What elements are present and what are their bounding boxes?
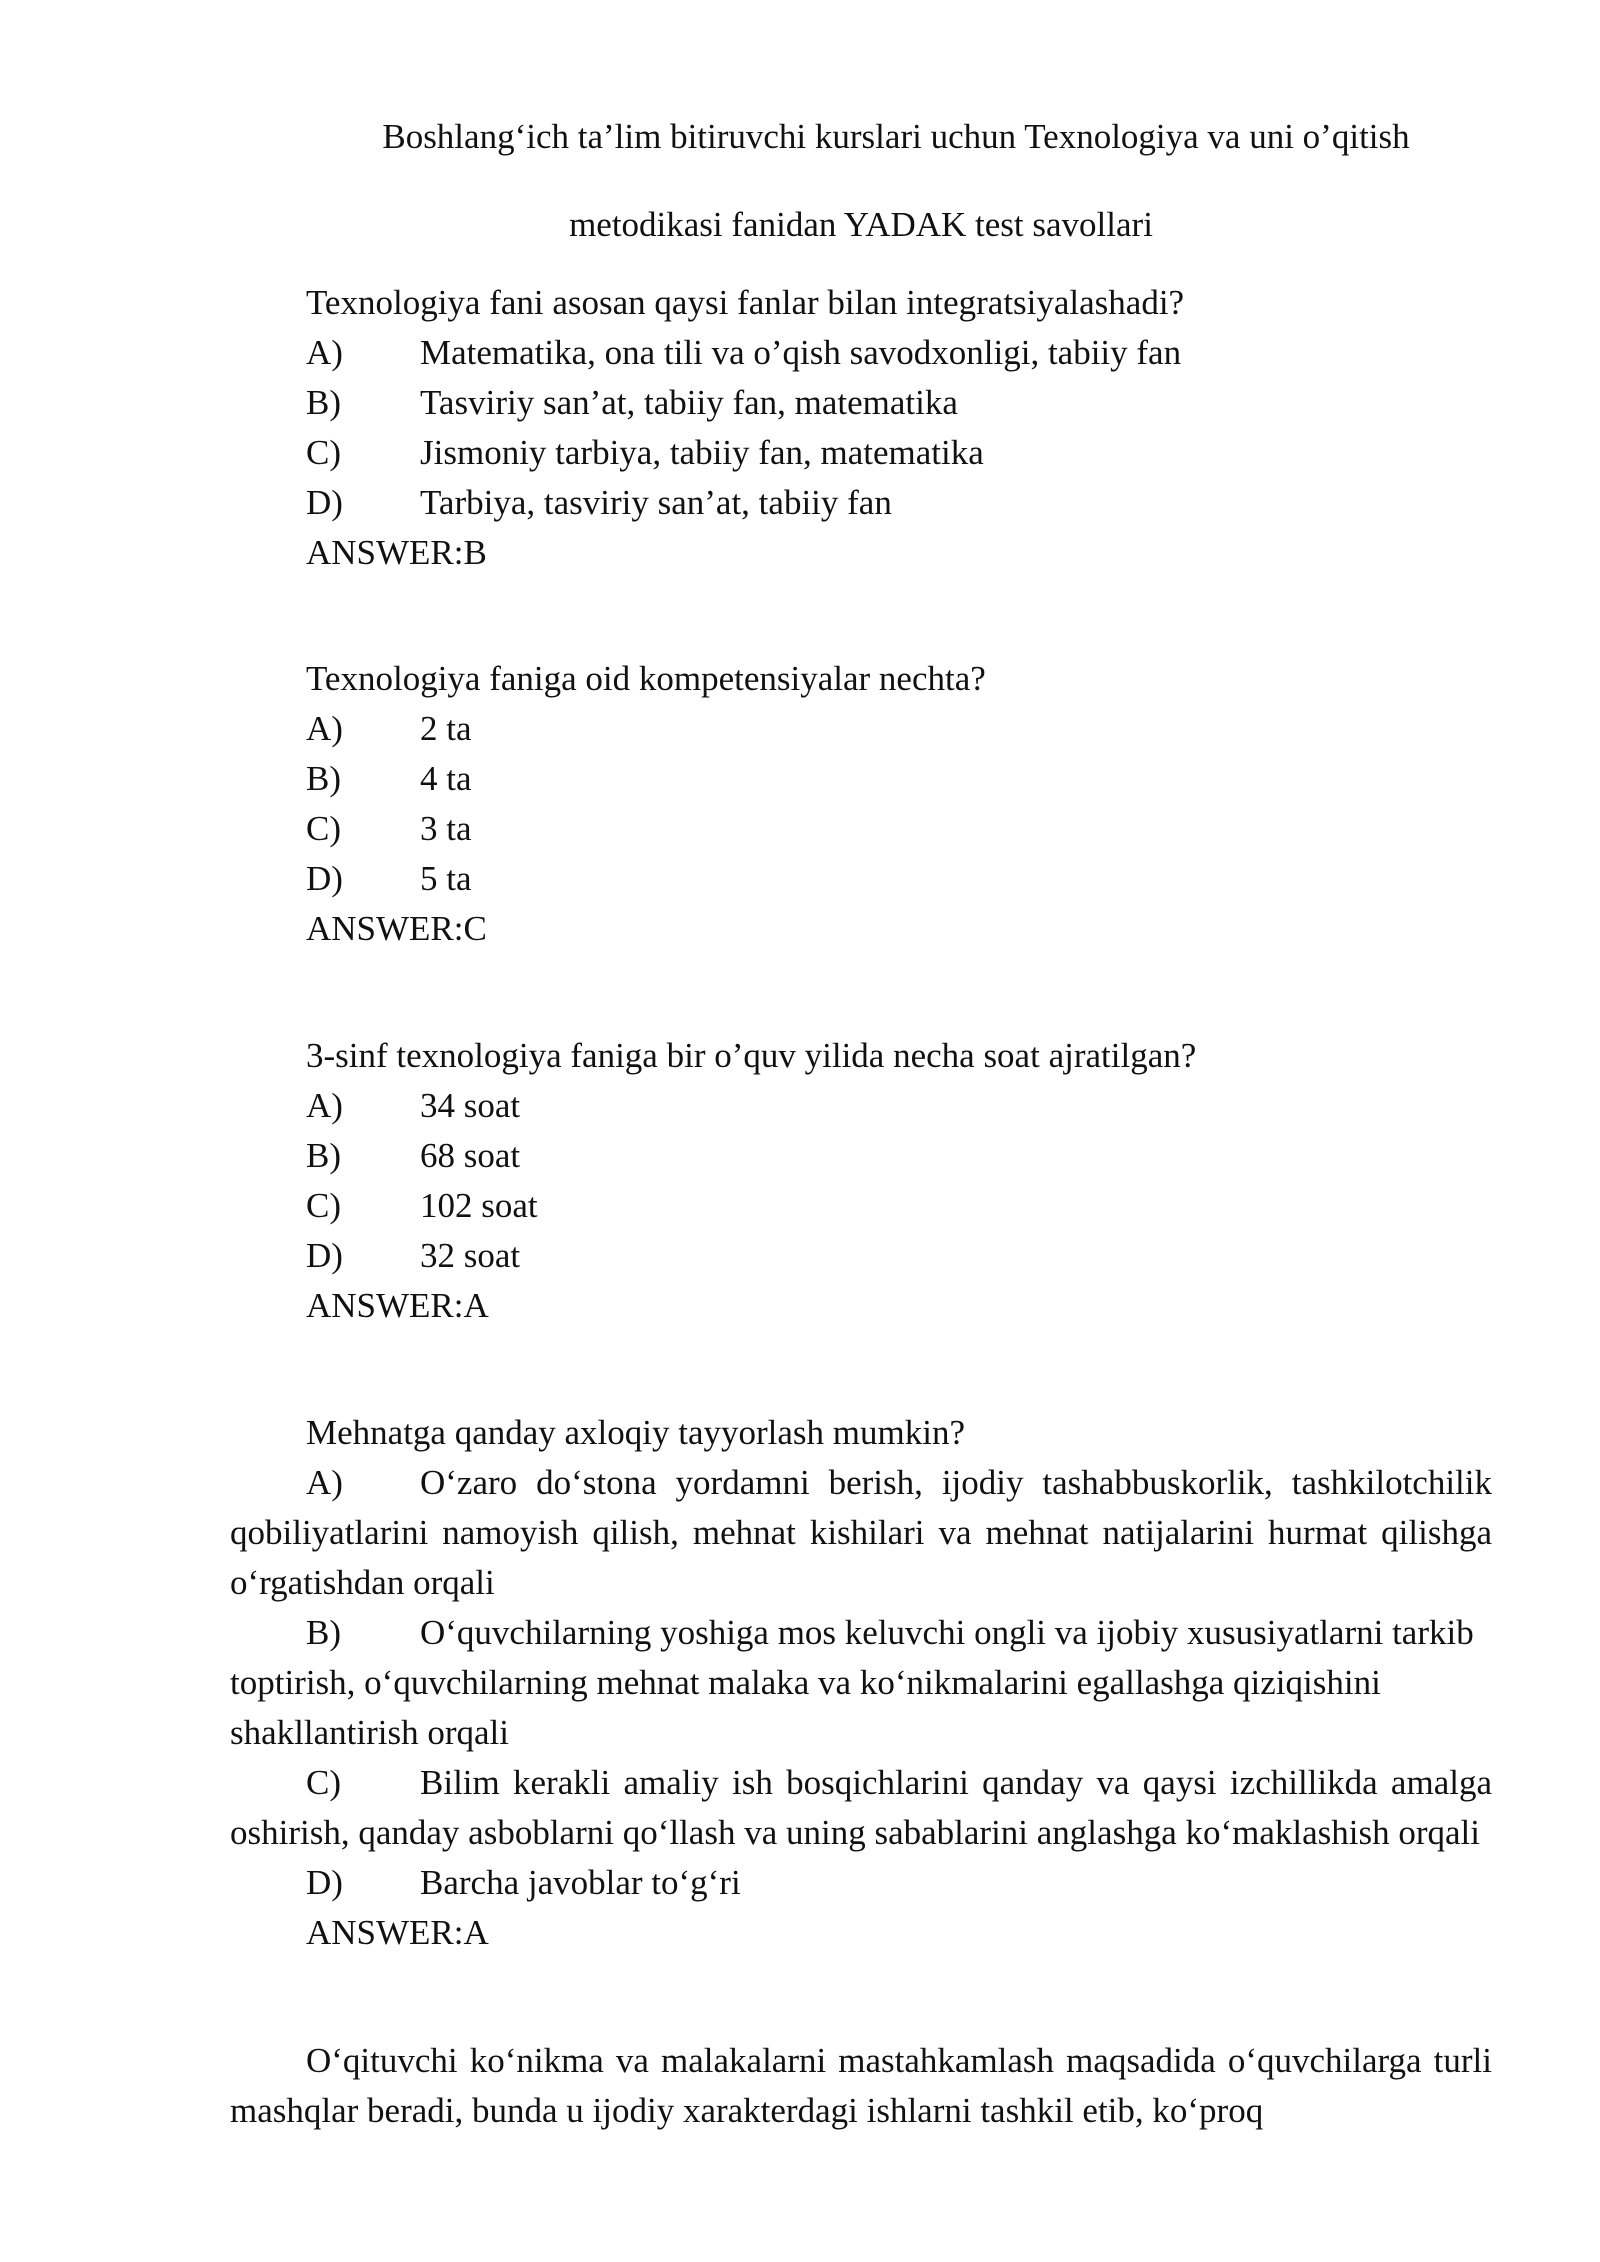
question-2 [230,604,1492,954]
option-text: 4 ta [420,759,472,798]
question-1 [230,278,1492,578]
answer-key: ANSWER:B [306,533,487,572]
option-letter: B) [306,1136,341,1175]
question-text: Texnologiya faniga oid kompetensiyalar nechta? [306,659,986,698]
option-c [230,1181,1492,1231]
answer-key: ANSWER:A [306,1286,489,1325]
document-title-line-1: Boshlang‘ich ta’lim bitiruvchi kurslari uchun Texnologiya va uni o’qitish [382,117,1410,156]
question-text: O‘qituvchi ko‘nikma va malakalarni mastahkamlash maqsadida o‘quvchilarga turli mashqlar beradi, bunda u ijodiy xarakterdagi ishlarni tashkil etib, ko‘proq [230,2041,1492,2130]
option-letter: C) [306,1186,341,1225]
option-text: O‘quvchilarning yoshiga mos keluvchi ongli va ijobiy xususiyatlarni tarkib toptirish, o‘quvchilarning mehnat malaka va ko‘nikmalarini egallashga qiziqishini shakllantirish orqali [230,1613,1474,1752]
option-text: 34 soat [420,1086,521,1125]
option-letter: D) [306,483,343,522]
option-b [230,1131,1492,1181]
option-letter: C) [306,433,341,472]
option-a [230,1458,1492,1608]
option-letter: D) [306,1236,343,1275]
option-text: 5 ta [420,859,472,898]
option-d [230,854,1492,904]
option-letter: D) [306,1863,343,1902]
option-letter: B) [306,759,341,798]
option-text: Barcha javoblar to‘g‘ri [420,1863,741,1902]
option-b [230,1608,1492,1758]
question-3 [230,981,1492,1331]
option-text: 2 ta [420,709,472,748]
question-text: 3-sinf texnologiya faniga bir o’quv yilida necha soat ajratilgan? [306,1036,1197,1075]
question-text: Mehnatga qanday axloqiy tayyorlash mumkin? [306,1413,966,1452]
option-text: Matematika, ona tili va o’qish savodxonligi, tabiiy fan [420,333,1182,372]
option-a [230,704,1492,754]
option-letter: D) [306,859,343,898]
option-a [230,328,1492,378]
option-letter: A) [306,1463,343,1502]
option-text: O‘zaro do‘stona yordamni berish, ijodiy tashabbuskorlik, tashkilotchilik qobiliyatlarini namoyish qilish, mehnat kishilari va mehnat natijalarini hurmat qilishga o‘rgatishdan orqali [230,1463,1492,1602]
option-letter: C) [306,1763,341,1802]
option-text: Tasviriy san’at, tabiiy fan, matematika [420,383,958,422]
option-letter: B) [306,1613,341,1652]
question-text: Texnologiya fani asosan qaysi fanlar bilan integratsiyalashadi? [306,283,1185,322]
option-text: 102 soat [420,1186,538,1225]
option-d [230,1858,1492,1908]
option-text: 68 soat [420,1136,521,1175]
document-page [230,112,1492,2136]
option-d [230,1231,1492,1281]
option-text: Jismoniy tarbiya, tabiiy fan, matematika [420,433,984,472]
option-c [230,428,1492,478]
option-c [230,1758,1492,1858]
option-a [230,1081,1492,1131]
option-letter: C) [306,809,341,848]
document-title-line-2: metodikasi fanidan YADAK test savollari [569,205,1153,244]
option-letter: A) [306,333,343,372]
option-letter: A) [306,709,343,748]
option-text: 32 soat [420,1236,521,1275]
option-text: Bilim kerakli amaliy ish bosqichlarini qanday va qaysi izchillikda amalga oshirish, qanday asboblarni qo‘llash va uning sabablarini anglashga ko‘maklashish orqali [230,1763,1492,1852]
option-text: 3 ta [420,809,472,848]
question-4 [230,1358,1492,1958]
option-letter: B) [306,383,341,422]
answer-key: ANSWER:A [306,1913,489,1952]
option-c [230,804,1492,854]
answer-key: ANSWER:C [306,909,487,948]
option-d [230,478,1492,528]
option-letter: A) [306,1086,343,1125]
question-5 [230,1986,1492,2136]
option-text: Tarbiya, tasviriy san’at, tabiiy fan [420,483,892,522]
option-b [230,754,1492,804]
option-b [230,378,1492,428]
